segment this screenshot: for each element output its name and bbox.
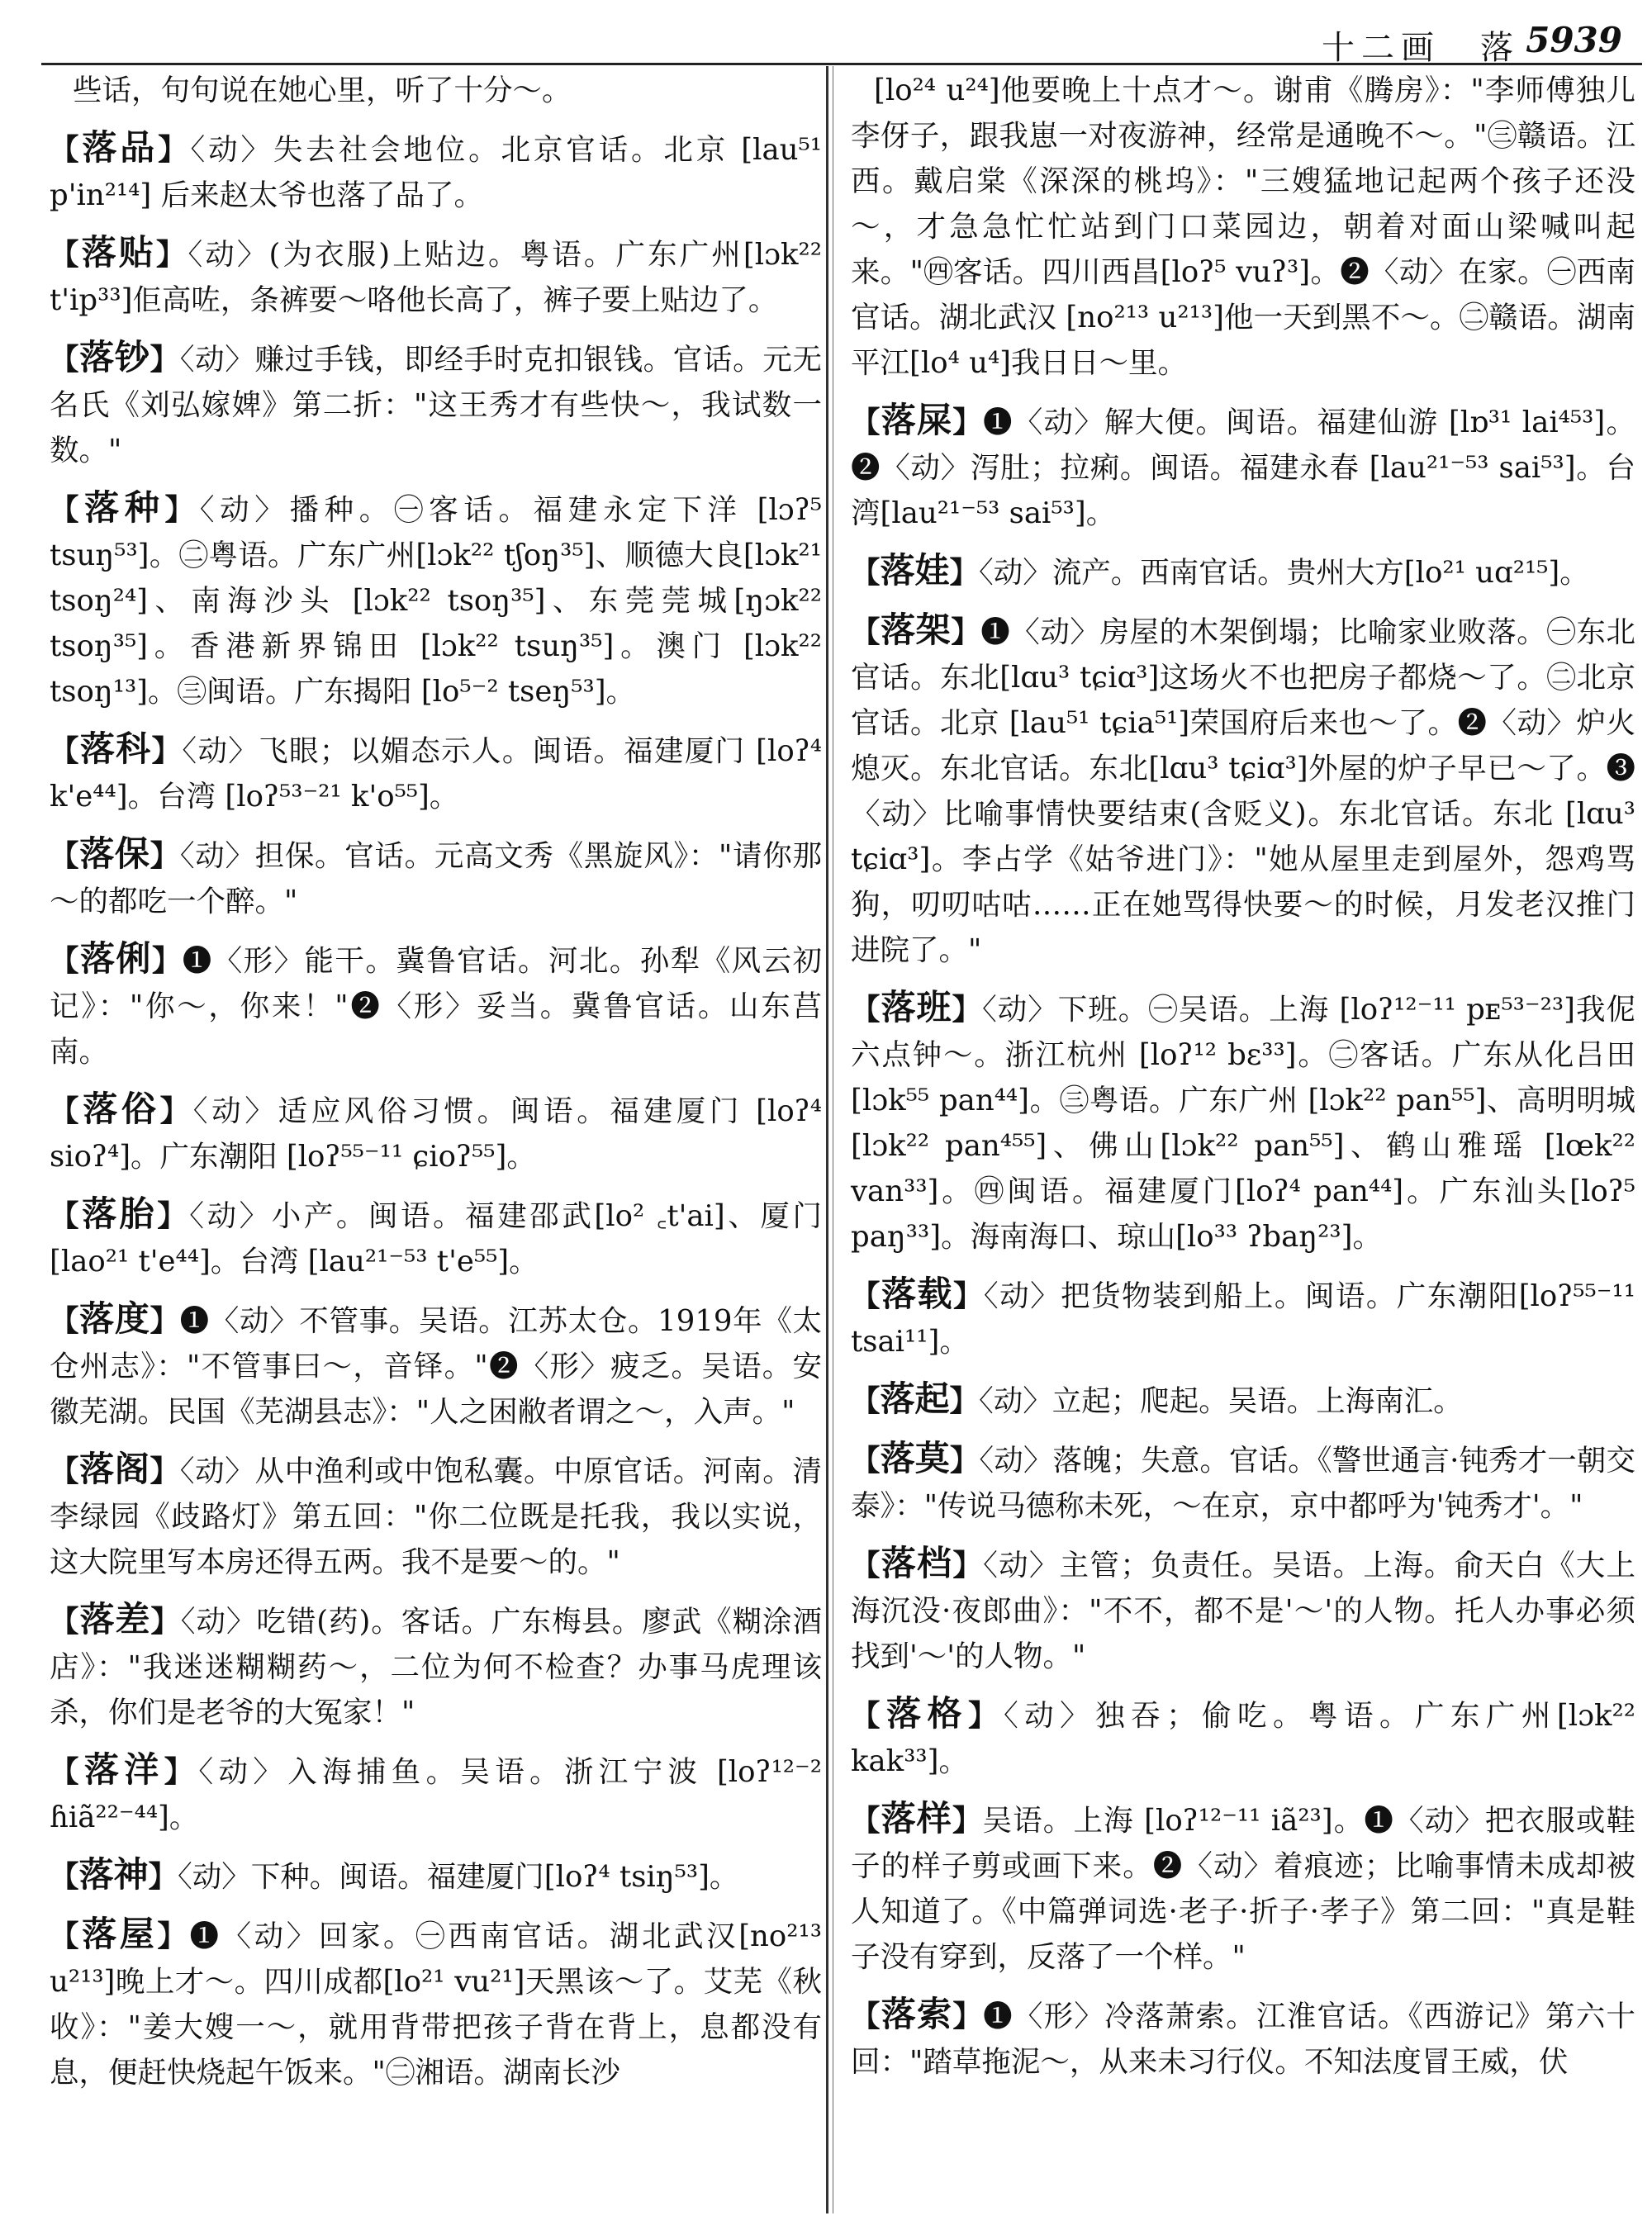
dictionary-entry: [851, 1271, 1635, 1364]
headword: 落班: [881, 987, 952, 1027]
open-bracket: 【: [50, 839, 80, 873]
dictionary-entry: [50, 831, 822, 924]
close-bracket: 】: [155, 238, 188, 272]
open-bracket: 【: [50, 1304, 80, 1338]
dictionary-entry: [50, 1597, 822, 1735]
headword: 落差: [79, 1599, 151, 1639]
headword: 落档: [881, 1543, 953, 1583]
open-bracket: 【: [50, 493, 85, 527]
right-column: [851, 68, 1635, 2096]
open-bracket: 【: [851, 615, 881, 649]
dictionary-entry: [851, 1540, 1635, 1679]
close-bracket: 】: [967, 1699, 1004, 1733]
headword: 落娃: [880, 550, 950, 591]
close-bracket: 】: [951, 615, 981, 649]
open-bracket: 【: [50, 133, 83, 167]
headword: 落神: [78, 1854, 149, 1895]
headword: 落钞: [79, 337, 150, 377]
dictionary-entry: [50, 1747, 822, 1840]
headword: 落起: [880, 1378, 950, 1419]
dictionary-entry: [50, 1191, 822, 1284]
dictionary-entry: [50, 1086, 822, 1179]
open-bracket: 【: [50, 1094, 83, 1128]
page-header: [0, 15, 1652, 67]
open-bracket: 【: [851, 1384, 881, 1418]
headword: 落品: [82, 127, 159, 168]
close-bracket: 】: [952, 406, 984, 439]
close-bracket: 】: [952, 1549, 984, 1582]
headword: 落格: [885, 1693, 968, 1734]
definition: ❶〈动〉房屋的木架倒塌；比喻家业败落。㊀东北官话。东北[lɑu³ tɕiɑ³]这场火不也把房子都烧～了。㊁北京官话。北京 [lau⁵¹ tɕia⁵¹]荣国府后来也～了。❷〈动〉炉火熄灭。东北官话。东北[lɑu³ tɕiɑ³]外屋的炉子早已～了。❸〈动〉比喻事情快要结束(含贬义)。东北官话。东北 [lɑu³ tɕiɑ³]。李占学《姑爷进门》："她从屋里走到屋外，怨鸡骂狗，叨叨咕咕……正在她骂得快要～的时候，月发老汉推门进院了。": [851, 615, 1635, 967]
definition: 〈动〉独吞；偷吃。粤语。广东广州[lɔk²² kak³³]。: [851, 1699, 1635, 1778]
headword: 落载: [881, 1274, 953, 1314]
headword: 落索: [881, 1994, 953, 2034]
open-bracket: 【: [50, 238, 82, 272]
definition: 〈动〉担保。官话。元高文秀《黑旋风》："请你那～的都吃一个醉。": [50, 839, 822, 918]
dictionary-entry: [50, 936, 822, 1075]
column-divider: [826, 66, 828, 2213]
open-bracket: 【: [851, 1279, 881, 1313]
definition: 〈动〉赚过手钱，即经手时克扣银钱。官话。元无名氏《刘弘嫁婢》第二折："这王秀才有些快～，我试数一数。": [50, 343, 822, 467]
definition: 吴语。上海 [loʔ¹²⁻¹¹ iã²³]。❶〈动〉把衣服或鞋子的样子剪或画下来。❷〈动〉着痕迹；比喻事情未成却被人知道了。《中篇弹词选·老子·折子·孝子》第二回："真是鞋子没有穿到，反落了一个样。": [851, 1804, 1635, 1974]
open-bracket: 【: [50, 1199, 83, 1233]
close-bracket: 】: [952, 1804, 983, 1838]
open-bracket: 【: [851, 1549, 881, 1582]
definition: ❶〈动〉解大便。闽语。福建仙游 [lɒ³¹ lai⁴⁵³]。❷〈动〉泻肚；拉痢。闽语。福建永春 [lau²¹⁻⁵³ sai⁵³]。台湾[lau²¹⁻⁵³ sai⁵³]。: [851, 406, 1635, 530]
page-number: 5939: [1526, 20, 1622, 60]
definition: ❶〈动〉不管事。吴语。江苏太仓。1919年《太仓州志》："不管事曰～，音铎。"❷〈形〉疲乏。吴语。安徽芜湖。民国《芜湖县志》："人之困敝者谓之～，入声。": [50, 1304, 822, 1429]
open-bracket: 【: [50, 734, 80, 768]
close-bracket: 】: [150, 343, 180, 377]
close-bracket: 】: [949, 556, 980, 590]
headword: 落莫: [880, 1438, 950, 1478]
headword: 落屋: [82, 1914, 158, 1954]
dictionary-entry: [851, 1991, 1635, 2085]
headword: 落俗: [83, 1089, 160, 1129]
definition: 〈动〉失去社会地位。北京官话。北京 [lau⁵¹ p'in²¹⁴] 后来赵太爷也落了品了。: [50, 133, 822, 212]
dictionary-entry: [50, 334, 822, 473]
close-bracket: 】: [952, 1279, 984, 1313]
close-bracket: 】: [159, 1094, 193, 1128]
dictionary-entry: [50, 726, 822, 819]
definition: 〈动〉把货物装到船上。闽语。广东潮阳[loʔ⁵⁵⁻¹¹ tsai¹¹]。: [851, 1279, 1635, 1359]
continuation-text: [lo²⁴ u²⁴]他要晚上十点才～。谢甫《腾房》："李师傅独儿李伢子，跟我崽一对夜游神，经常是通晚不～。"㊂赣语。江西。戴启棠《深深的桃坞》："三嫂猛地记起两个孩子还没～，才急急忙忙站到门口菜园边，朝着对面山梁喊叫起来。"㊃客话。四川西昌[loʔ⁵ vuʔ³]。❷〈动〉在家。㊀西南官话。湖北武汉 [no²¹³ u²¹³]他一天到黑不～。㊁赣语。湖南平江[lo⁴ u⁴]我日日～里。: [851, 74, 1635, 380]
dictionary-entry: [851, 397, 1635, 536]
definition: 〈动〉小产。闽语。福建邵武[lo² ꜀t'ai]、厦门[lao²¹ t'e⁴⁴]。台湾 [lau²¹⁻⁵³ t'e⁵⁵]。: [50, 1199, 822, 1279]
headword: 落胎: [82, 1193, 158, 1234]
close-bracket: 】: [150, 1304, 180, 1338]
close-bracket: 】: [148, 1860, 178, 1894]
left-entry-list: [50, 125, 822, 2095]
dictionary-entry: [50, 230, 822, 323]
right-entry-list: [851, 397, 1635, 2085]
header-rule: [41, 63, 1642, 65]
open-bracket: 【: [851, 1444, 881, 1478]
definition: 〈动〉流产。西南官话。贵州大方[lo²¹ uɑ²¹⁵]。: [979, 556, 1589, 590]
dictionary-entry: [851, 548, 1635, 595]
dictionary-entry: [851, 1796, 1635, 1980]
headword: 落俐: [79, 938, 152, 979]
close-bracket: 】: [952, 2000, 984, 2033]
headword: 落架: [881, 610, 952, 650]
open-bracket: 【: [851, 1699, 886, 1733]
dictionary-entry: [50, 485, 822, 714]
close-bracket: 】: [157, 1919, 190, 1953]
open-bracket: 【: [851, 406, 881, 439]
open-bracket: 【: [851, 1804, 881, 1838]
headword: 落保: [79, 833, 150, 874]
definition: 〈动〉落魄；失意。官话。《警世通言·钝秀才一朝交泰》："传说马德称未死，～在京，京中都呼为'钝秀才'。": [851, 1444, 1635, 1523]
headword: 落度: [79, 1298, 150, 1339]
headword: 落科: [79, 728, 152, 769]
definition: 〈动〉适应风俗习惯。闽语。福建厦门 [loʔ⁴ sioʔ⁴]。广东潮阳 [loʔ⁵⁵⁻¹¹ ɕioʔ⁵⁵]。: [50, 1094, 822, 1174]
close-bracket: 】: [150, 1605, 181, 1639]
open-bracket: 【: [50, 1605, 80, 1639]
section-heading: 十二画 落: [1322, 29, 1520, 67]
close-bracket: 】: [952, 993, 982, 1027]
definition: 〈动〉下种。闽语。福建厦门[loʔ⁴ tsiŋ⁵³]。: [178, 1860, 739, 1894]
headword: 落样: [881, 1798, 952, 1839]
definition: ❶〈形〉冷落萧索。江淮官话。《西游记》第六十回："踏草拖泥～，从来未习行仪。不知法度冒王威，伏: [851, 2000, 1635, 2079]
continuation-text: 些话，句句说在她心里，听了十分～。: [73, 74, 572, 107]
dictionary-entry: [50, 1296, 822, 1435]
definition: ❶〈动〉回家。㊀西南官话。湖北武汉[no²¹³ u²¹³]晚上才～。四川成都[lo²¹ vu²¹]天黑该～了。艾芜《秋收》："姜大嫂一～，就用背带把孩子背在背上，息都没有息，便赶快烧起午饭来。"㊁湘语。湖南长沙: [50, 1919, 822, 2090]
close-bracket: 】: [164, 493, 200, 527]
dictionary-entry: [851, 985, 1635, 1260]
open-bracket: 【: [50, 1860, 79, 1894]
dictionary-entry: [851, 1435, 1635, 1529]
dictionary-entry: [851, 1376, 1635, 1424]
close-bracket: 】: [164, 1755, 199, 1789]
close-bracket: 】: [158, 133, 191, 167]
close-bracket: 】: [157, 1199, 190, 1233]
close-bracket: 】: [151, 734, 183, 768]
headword: 落屎: [881, 400, 953, 440]
open-bracket: 【: [50, 1919, 83, 1953]
headword: 落洋: [83, 1749, 164, 1790]
dictionary-entry: [851, 607, 1635, 973]
open-bracket: 【: [50, 1454, 80, 1488]
definition: 〈动〉吃错(药)。客话。广东梅县。廖武《糊涂酒店》："我迷迷糊糊药～，二位为何不检查？办事马虎理该杀，你们是老爷的大冤家！": [50, 1605, 822, 1729]
close-bracket: 】: [151, 944, 183, 978]
definition: 〈动〉播种。㊀客话。福建永定下洋 [lɔʔ⁵ tsuŋ⁵³]。㊁粤语。广东广州[lɔk²² tʃoŋ³⁵]、顺德大良[lɔk²¹ tsoŋ²⁴]、南海沙头 [lɔk²² tsoŋ³⁵]、东莞莞城[ŋɔk²² tsoŋ³⁵]。香港新界锦田 [lɔk²² tsuŋ³⁵]。澳门 [lɔk²² tsoŋ¹³]。㊂闽语。广东揭阳 [lo⁵⁻² tseŋ⁵³]。: [50, 493, 822, 709]
open-bracket: 【: [50, 343, 80, 377]
definition: 〈动〉(为衣服)上贴边。粤语。广东广州[lɔk²² t'ip³³]佢高咗，条裤要～咯他长高了，裤子要上贴边了。: [50, 238, 822, 317]
definition: 〈动〉飞眼；以媚态示人。闽语。福建厦门 [loʔ⁴ k'e⁴⁴]。台湾 [loʔ⁵³⁻²¹ k'o⁵⁵]。: [50, 734, 822, 814]
dictionary-entry: [50, 1446, 822, 1585]
definition: 〈动〉立起；爬起。吴语。上海南汇。: [979, 1384, 1463, 1418]
dictionary-entry: [50, 1852, 822, 1900]
headword: 落种: [84, 487, 165, 528]
definition: 〈动〉入海捕鱼。吴语。浙江宁波 [loʔ¹²⁻² ɦiã²²⁻⁴⁴]。: [50, 1755, 822, 1834]
left-column: [50, 68, 822, 2107]
headword: 落阁: [79, 1449, 150, 1489]
headword: 落贴: [81, 232, 156, 273]
definition: ❶〈形〉能干。冀鲁官话。河北。孙犁《风云初记》："你～，你来！"❷〈形〉妥当。冀鲁官话。山东莒南。: [50, 944, 822, 1069]
definition: 〈动〉下班。㊀吴语。上海 [loʔ¹²⁻¹¹ pᴇ⁵³⁻²³]我伲六点钟～。浙江杭州 [loʔ¹² bɛ³³]。㊁客话。广东从化吕田 [lɔk⁵⁵ pan⁴⁴]。㊂粤语。广东广州 [lɔk²² pan⁵⁵]、高明明城 [lɔk²² pan⁴⁵⁵]、佛山[lɔk²² pan⁵⁵]、鹤山雅瑶 [lœk²² van³³]。㊃闽语。福建厦门[loʔ⁴ pan⁴⁴]。广东汕头[loʔ⁵ paŋ³³]。海南海口、琼山[lo³³ ʔbaŋ²³]。: [851, 993, 1635, 1254]
close-bracket: 】: [949, 1444, 980, 1478]
open-bracket: 【: [851, 993, 881, 1027]
definition: 〈动〉从中渔利或中饱私囊。中原官话。河南。清李绿园《歧路灯》第五回："你二位既是托我，我以实说，这大院里写本房还得五两。我不是要～的。": [50, 1454, 822, 1579]
open-bracket: 【: [851, 2000, 881, 2033]
close-bracket: 】: [949, 1384, 980, 1418]
open-bracket: 【: [50, 944, 80, 978]
close-bracket: 】: [150, 839, 180, 873]
dictionary-entry: [851, 1691, 1635, 1784]
close-bracket: 】: [150, 1454, 180, 1488]
definition: 〈动〉主管；负责任。吴语。上海。俞天白《大上海沉没·夜郎曲》："不不，都不是'～'的人物。托人办事必须找到'～'的人物。": [851, 1549, 1635, 1673]
dictionary-entry: [50, 125, 822, 218]
dictionary-entry: [50, 1911, 822, 2095]
open-bracket: 【: [50, 1755, 84, 1789]
open-bracket: 【: [851, 556, 881, 590]
